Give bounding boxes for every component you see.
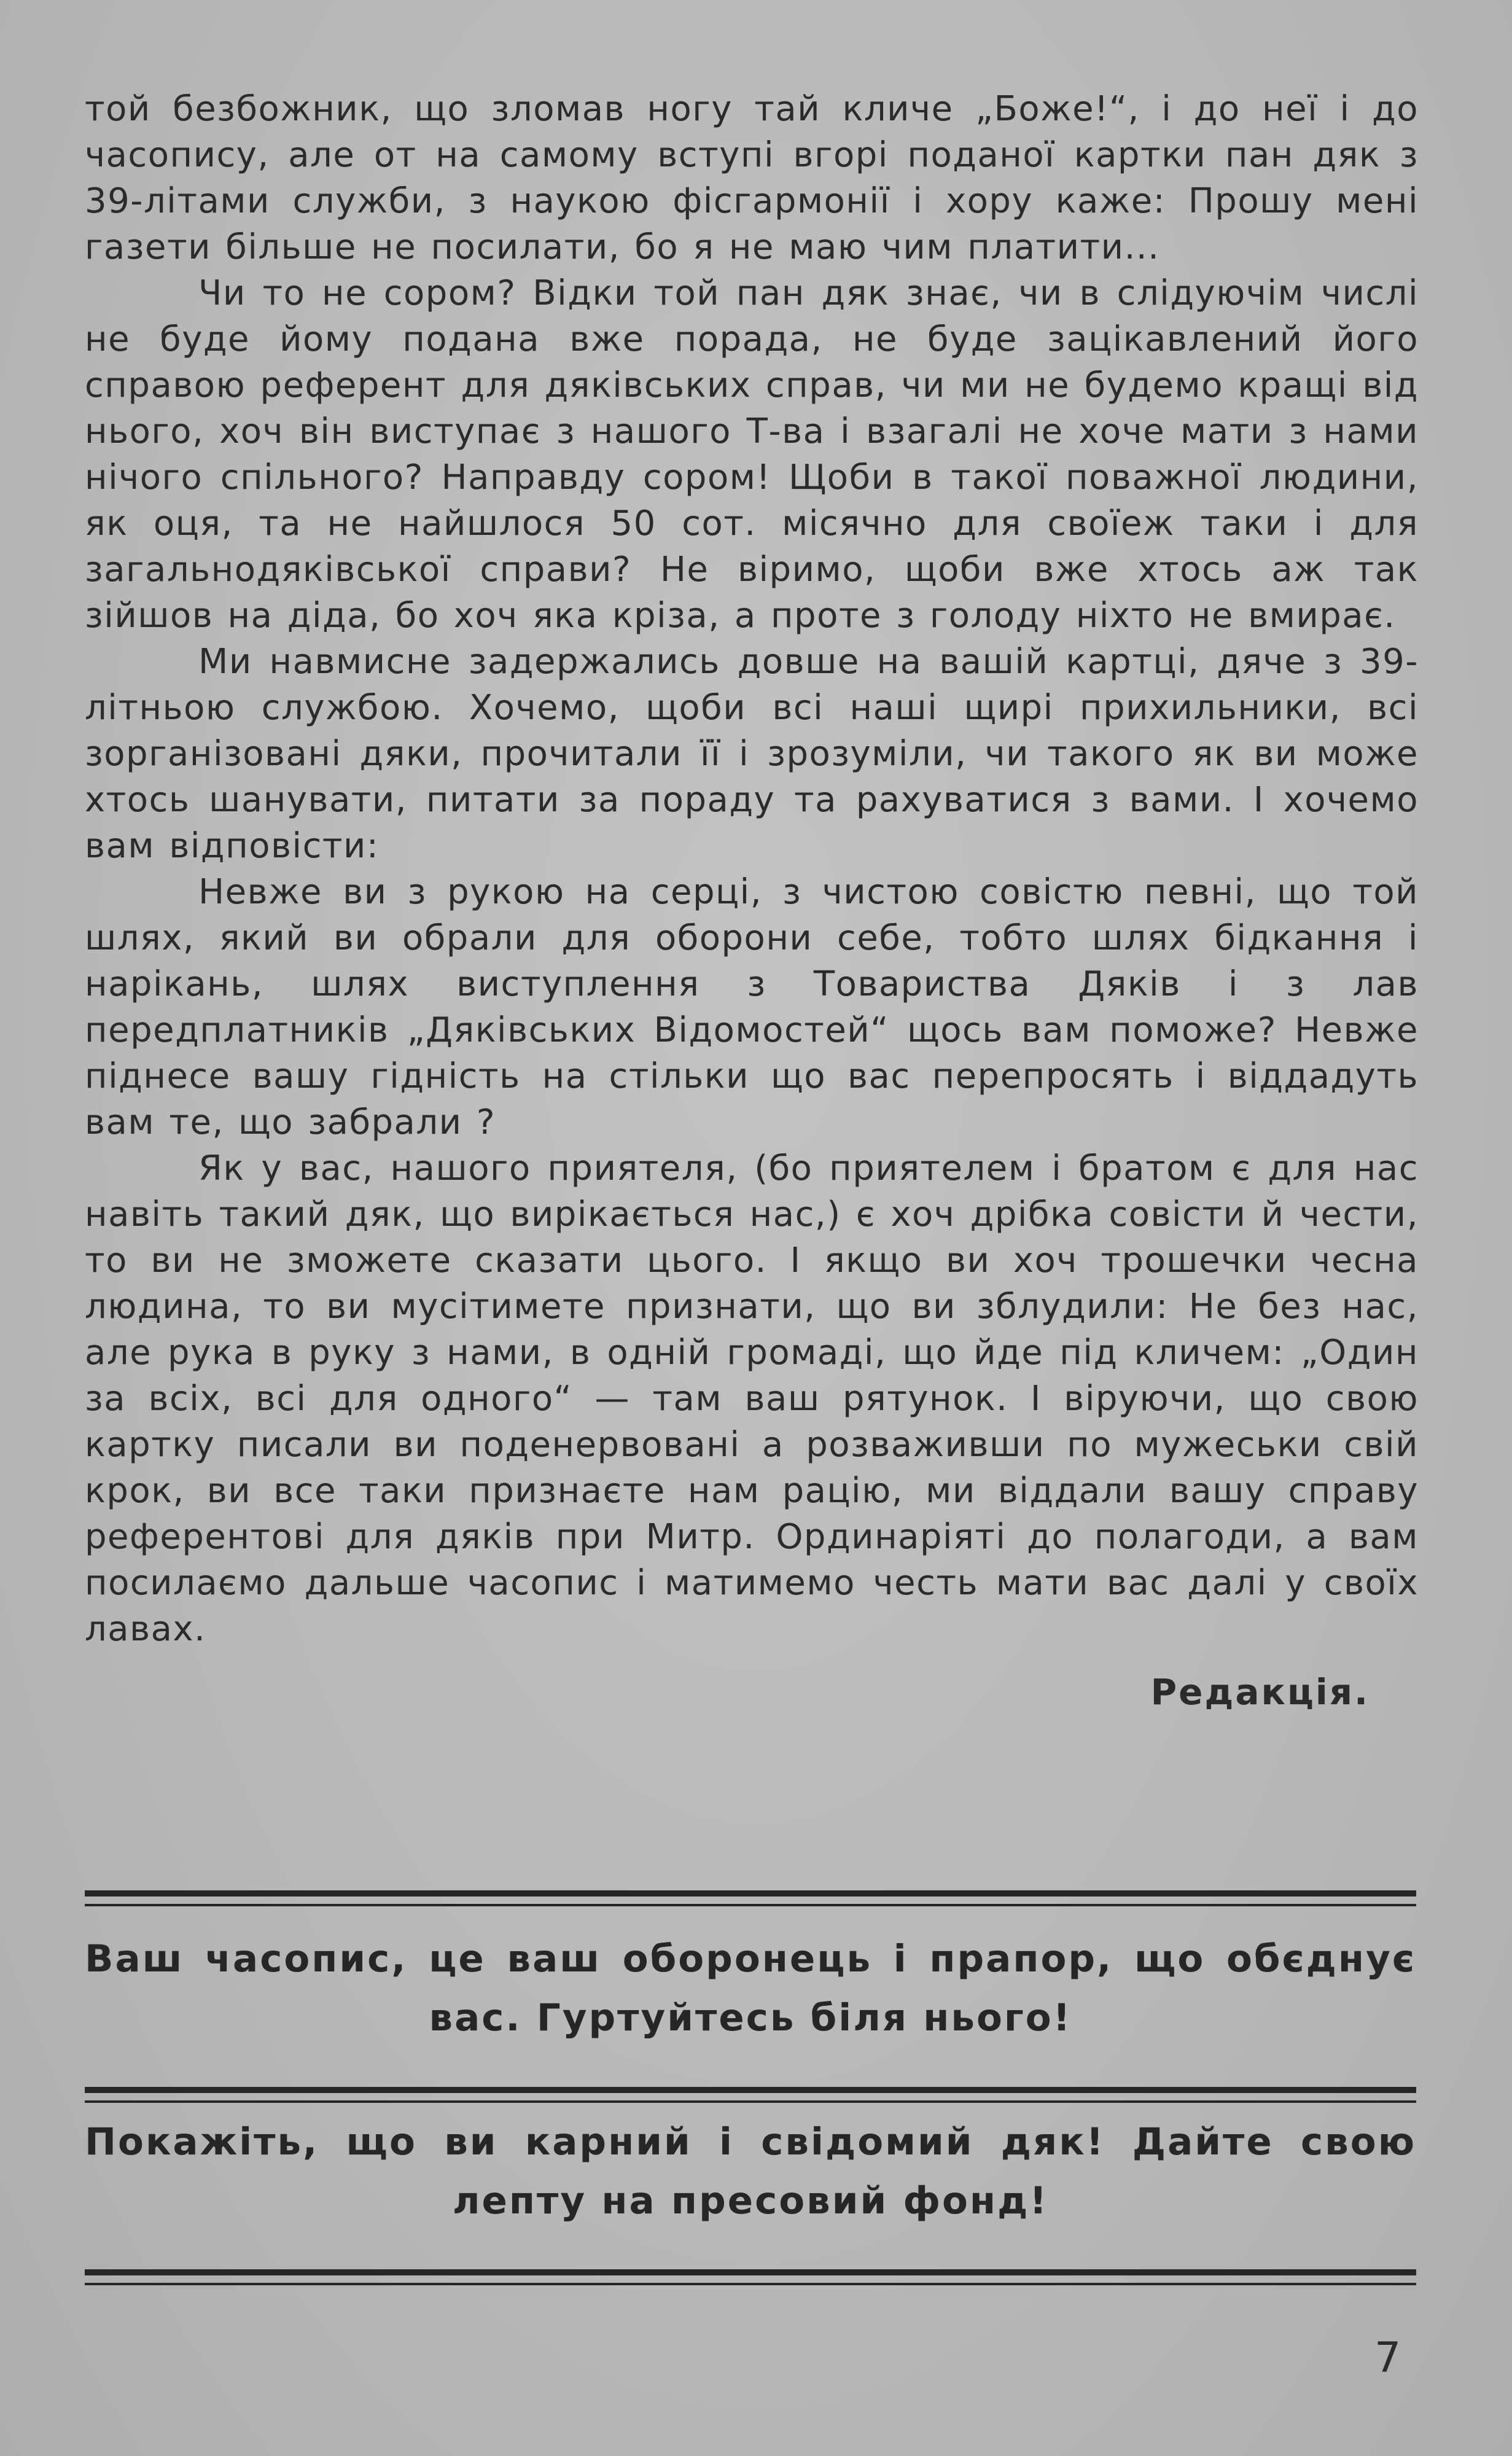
divider-thin [85, 2100, 1416, 2103]
article-paragraph-continued: той безбожник, що зломав ногу тай кличе „Боже!“, і до неї і до часопису, але от на самому вступі вгорі поданої картки пан дяк з 39-літами служби, з наукою фісгармонії і хору каже: Прошу мені газети більше не посилати, бо я не маю чим платити... [85, 89, 1419, 267]
article-paragraph: Як у вас, нашого приятеля, (бо приятелем і братом є для нас навіть такий дяк, що вирікається нас,) є хоч дрібка совісти й чести, то ви не зможете сказати цього. І якщо ви хоч трошечки чесна людина, то ви мусітимете признати, що ви зблудили: Не без нас, але рука в руку з нами, в одній громаді, що йде під кличем: „Один за всіх, всі для одного“ — там ваш рятунок. І віруючи, що свою картку писали ви поденервовані а розваживши по мужеськи свій крок, ви все таки признаєте нам рацію, ми віддали вашу справу референтові для дяків при Митр. Ординаріяті до полагоди, а вам посилаємо дальше часопис і матимемо честь мати вас далі у своїх лавах. [85, 1148, 1419, 1649]
editorial-signature: Редакція. [1150, 1671, 1370, 1713]
slogan-newspaper: Ваш часопис, це ваш оборонець і прапор, що обєднує вас. Гуртуйтесь біля нього! [85, 1937, 1416, 2040]
article [85, 86, 1419, 1720]
divider-thick [85, 2269, 1416, 2275]
article-paragraph: Ми навмисне задержались довше на вашій картці, дяче з 39-літньою службою. Хочемо, щоби всі наші щирі прихильники, всі зорганізовані дяки, прочитали її і зрозуміли, чи такого як ви може хтось шанувати, питати за пораду та рахуватися з вами. І хочемо вам відповісти: [85, 642, 1419, 866]
divider-thick [85, 2087, 1416, 2093]
divider-thick [85, 1890, 1416, 1897]
slogan-press-fund: Покажіть, що ви карний і свідомий дяк! Дайте свою лепту на пресовий фонд! [85, 2120, 1416, 2223]
page-number: 7 [1374, 2334, 1401, 2382]
article-paragraph: Невже ви з рукою на серці, з чистою совістю певні, що той шлях, який ви обрали для оборони себе, тобто шлях бідкання і нарікань, шлях виступлення з Товариства Дяків і з лав передплатників „Дяківських Відомостей“ щось вам поможе? Невже піднесе вашу гідність на стільки що вас перепросять і віддадуть вам те, що забрали ? [85, 872, 1419, 1142]
article-paragraph: Чи то не сором? Відки той пан дяк знає, чи в слідуючім числі не буде йому подана вже порада, не буде зацікавлений його справою референт для дяківських справ, чи ми не будемо кращі від нього, хоч він виступає з нашого Т-ва і взагалі не хоче мати з нами нічого спільного? Направду сором! Щоби в такої поважної людини, як оця, та не найшлося 50 сот. місячно для своїеж таки і для загальнодяківської справи? Не віримо, щоби вже хтось аж так зійшов на діда, бо хоч яка кріза, а проте з голоду ніхто не вмирає. [85, 273, 1419, 636]
divider-thin [85, 1904, 1416, 1906]
divider-thin [85, 2283, 1416, 2285]
